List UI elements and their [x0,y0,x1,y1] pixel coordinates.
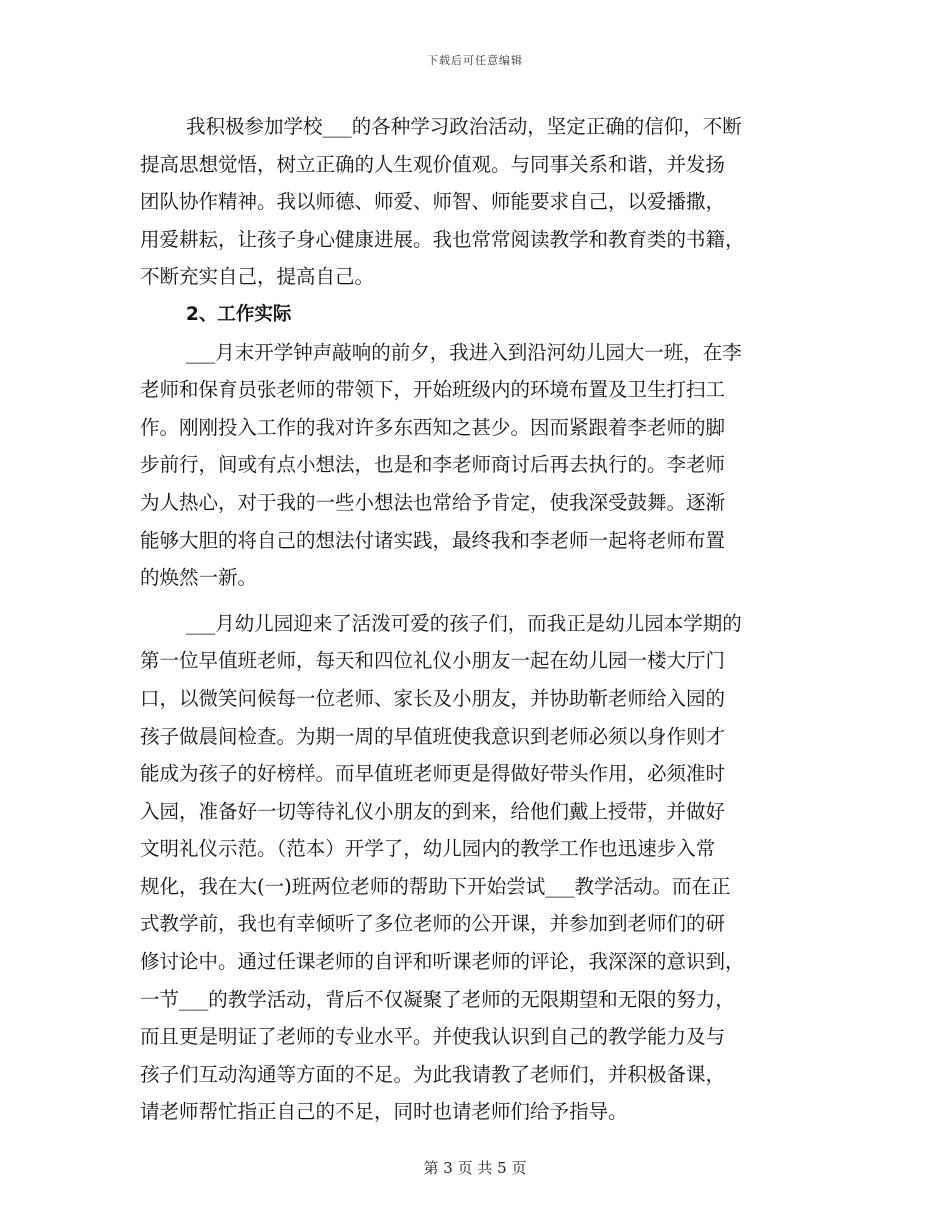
text-line: 口，以微笑问候每一位老师、家长及小朋友，并协助靳老师给入园的 [140,686,726,710]
text-line: 能够大胆的将自己的想法付诸实践，最终我和李老师一起将老师布置 [140,528,726,552]
text-line: ___月幼儿园迎来了活泼可爱的孩子们，而我正是幼儿园本学期的 [186,611,742,635]
text-line: 文明礼仪示范。（范本）开学了，幼儿园内的教学工作也迅速步入常 [140,837,716,861]
text-line: 孩子做晨间检查。为期一周的早值班使我意识到老师必须以身作则才 [140,724,726,748]
text-line: 老师和保育员张老师的带领下，开始班级内的环境布置及卫生打扫工 [140,378,726,402]
text-line: 入园，准备好一切等待礼仪小朋友的到来，给他们戴上授带，并做好 [140,799,726,823]
paragraph-class-setup [140,334,810,597]
text-line: 不断充实自己，提高自己。 [140,265,375,289]
text-line: ___月末开学钟声敲响的前夕，我进入到沿河幼儿园大一班，在李 [186,340,742,364]
text-line: 规化，我在大(一)班两位老师的帮助下开始尝试___教学活动。而在正 [140,874,731,898]
page-number: 第 3 页 共 5 页 [423,1159,527,1177]
text-line: 步前行，间或有点小想法，也是和李老师商讨后再去执行的。李老师 [140,453,726,477]
text-line: 一节___的教学活动，背后不仅凝聚了老师的无限期望和无限的努力， [140,987,735,1011]
text-line: 请老师帮忙指正自己的不足，同时也请老师们给予指导。 [140,1100,628,1124]
text-line: 能成为孩子的好榜样。而早值班老师更是得做好带头作用，必须准时 [140,762,726,786]
text-line: 第一位早值班老师，每天和四位礼仪小朋友一起在幼儿园一楼大厅门 [140,649,726,673]
text-line: 我积极参加学校___的各种学习政治活动，坚定正确的信仰，不断 [186,115,742,138]
paragraph-teaching-practice [140,605,810,1131]
text-line: 而且更是明证了老师的专业水平。并使我认识到自己的教学能力及与 [140,1025,726,1049]
section-heading: 2、工作实际 [186,303,292,325]
text-line: 孩子们互动沟通等方面的不足。为此我请教了老师们，并积极备课， [140,1062,726,1086]
page-header: 下载后可任意编辑 [427,54,523,67]
text-line: 用爱耕耘，让孩子身心健康进展。我也常常阅读教学和教育类的书籍， [140,227,745,251]
text-line: 式教学前，我也有幸倾听了多位老师的公开课，并参加到老师们的研 [140,912,726,936]
text-line: 提高思想觉悟，树立正确的人生观价值观。与同事关系和谐，并发扬 [140,152,726,176]
paragraph-spacer [140,597,810,605]
text-line: 为人热心，对于我的一些小想法也常给予肯定，使我深受鼓舞。逐渐 [140,490,726,514]
document-body [140,108,810,1131]
paragraph-political-study [140,108,810,296]
text-line: 团队协作精神。我以师德、师爱、师智、师能要求自己，以爱播撒， [140,190,726,214]
text-line: 作。刚刚投入工作的我对许多东西知之甚少。因而紧跟着李老师的脚 [140,415,726,439]
text-line: 修讨论中。通过任课老师的自评和听课老师的评论，我深深的意识到， [140,950,745,974]
text-line: 的焕然一新。 [140,566,258,590]
